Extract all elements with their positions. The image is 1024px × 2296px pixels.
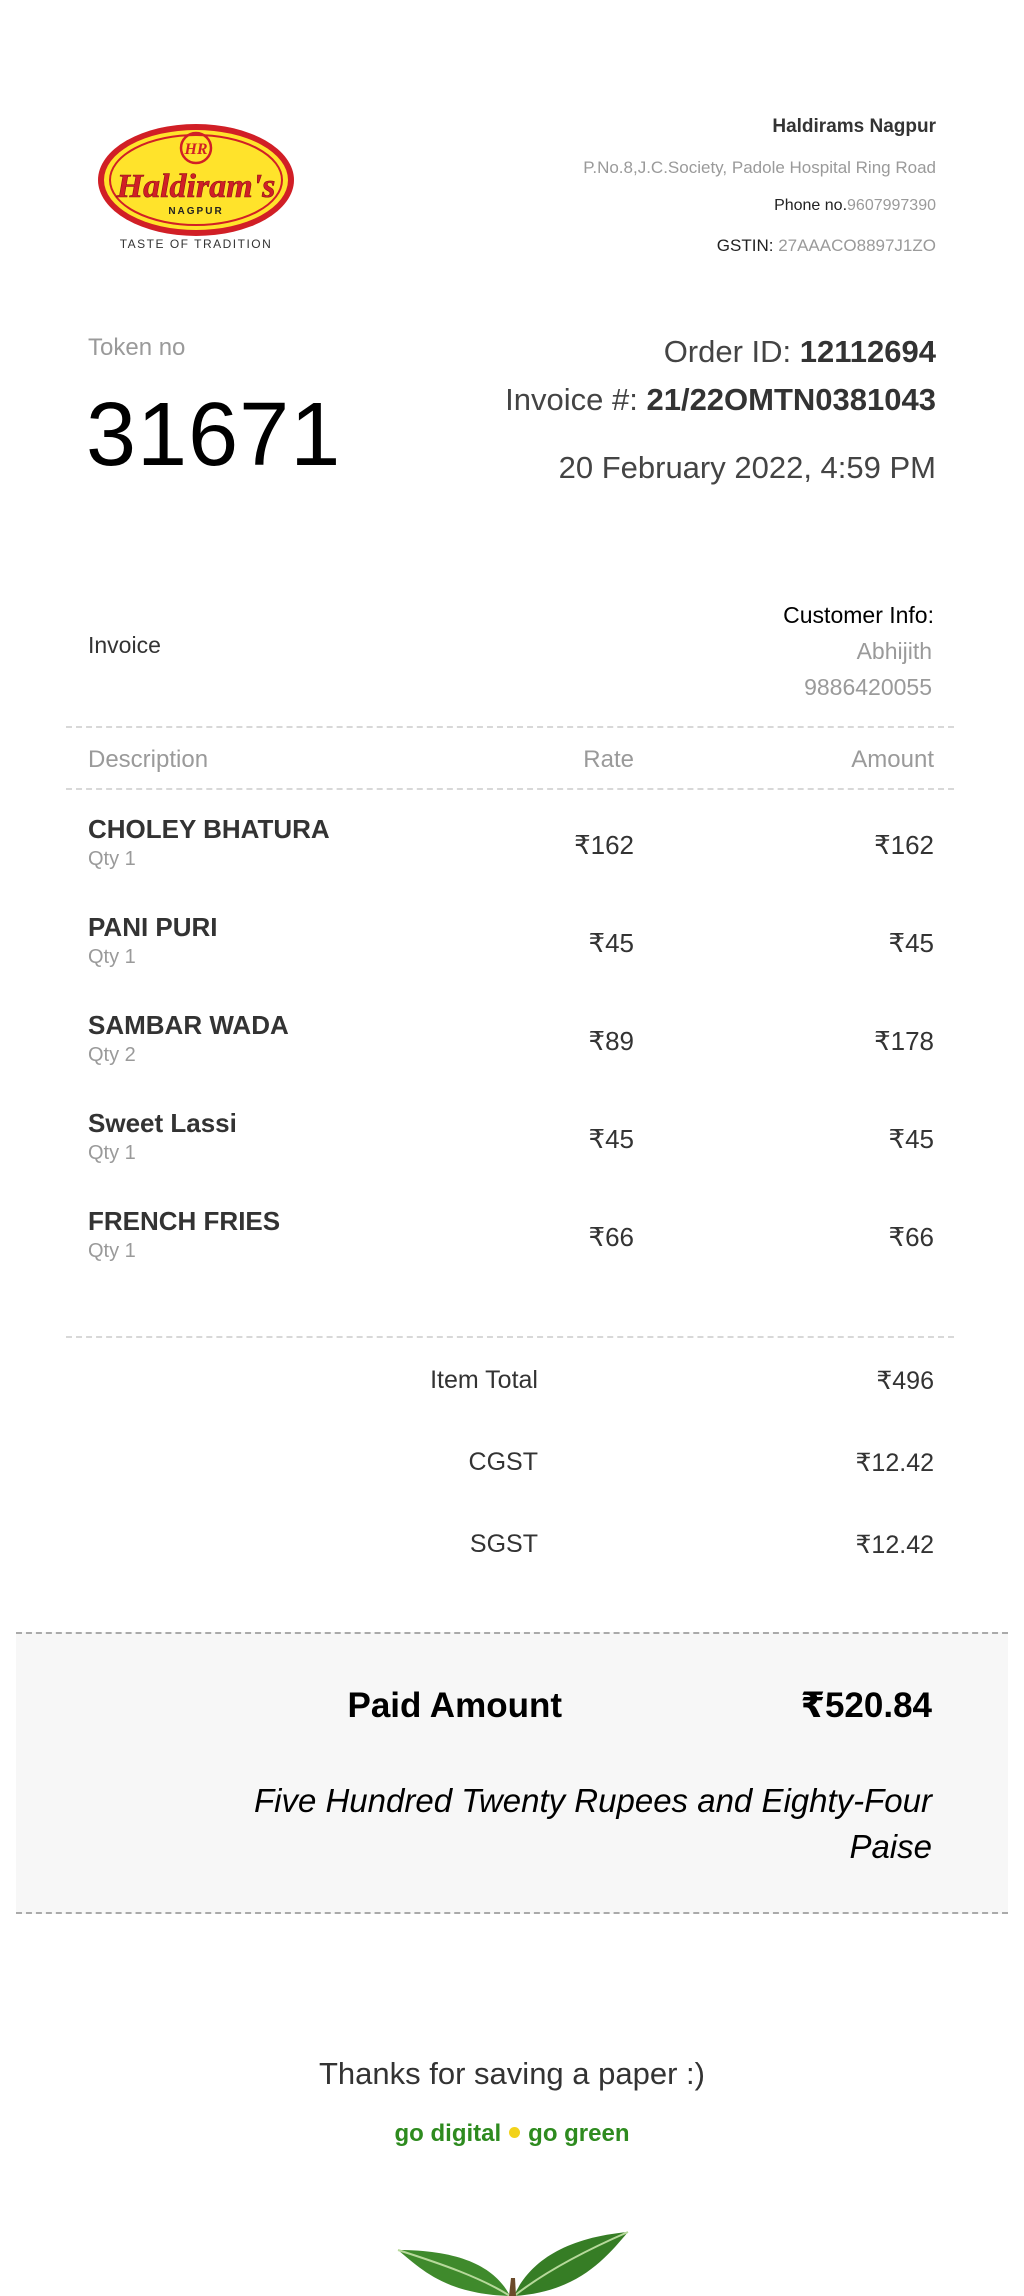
header-amount: Amount [851,746,934,773]
item-amount: ₹66 [888,1222,934,1252]
item-qty: Qty 1 [88,848,136,870]
logo-tagline: TASTE OF TRADITION [119,237,273,251]
thanks-message: Thanks for saving a paper :) [319,2056,705,2091]
go-green-tagline [0,2120,1024,2148]
go-green-text: go green [528,2120,630,2147]
cgst-value: ₹12.42 [855,1449,934,1477]
item-amount: ₹45 [888,1124,934,1154]
order-id-label: Order ID: [663,334,800,369]
token-label: Token no [88,334,186,361]
store-name: Haldirams Nagpur [772,116,936,137]
cgst-label: CGST [468,1448,538,1476]
item-name: PANI PURI [88,912,218,942]
line-item [0,1206,1024,1304]
logo-wordmark: Haldiram's [116,168,276,205]
item-total-value: ₹496 [876,1367,934,1395]
store-gstin [717,236,936,256]
order-id-value: 12112694 [799,334,936,369]
paid-amount-label: Paid Amount [347,1686,562,1725]
invoice-number [505,382,936,418]
item-rate: ₹66 [588,1222,634,1252]
gstin-value: 27AAACO8897J1ZO [778,236,936,255]
item-qty: Qty 1 [88,946,136,968]
item-amount: ₹45 [888,928,934,958]
order-id [664,334,936,370]
customer-phone: 9886420055 [804,674,932,700]
line-item [0,1108,1024,1206]
line-item [0,912,1024,1010]
item-amount: ₹178 [874,1026,934,1056]
sgst-value: ₹12.42 [855,1531,934,1559]
header-rate: Rate [583,746,634,773]
item-total-label: Item Total [430,1366,538,1394]
paid-amount-words: Five Hundred Twenty Rupees and Eighty-Four Paise [253,1782,932,1865]
line-item [0,1010,1024,1108]
item-rate: ₹45 [588,1124,634,1154]
logo-city: NAGPUR [168,206,224,217]
item-rate: ₹45 [588,928,634,958]
store-address: P.No.8,J.C.Society, Padole Hospital Ring Road [583,158,936,177]
item-rate: ₹89 [588,1026,634,1056]
invoice-number-value: 21/22OMTN0381043 [646,382,936,417]
phone-label: Phone no. [774,197,848,214]
leaves-icon [392,2208,632,2296]
header-description: Description [88,746,209,773]
customer-info-title: Customer Info: [783,602,934,628]
logo-monogram: HR [184,141,208,158]
item-name: FRENCH FRIES [88,1206,281,1236]
dot-icon [509,2127,520,2138]
invoice-label: Invoice [88,632,161,658]
item-amount: ₹162 [874,830,934,860]
go-digital-text: go digital [394,2120,502,2147]
invoice-number-label: Invoice #: [505,382,647,417]
phone-value: 9607997390 [847,197,936,214]
item-qty: Qty 2 [88,1044,136,1066]
divider [66,1336,954,1338]
divider [66,726,954,728]
item-name: Sweet Lassi [88,1108,237,1138]
store-phone [774,197,936,215]
order-datetime: 20 February 2022, 4:59 PM [558,450,936,485]
paid-amount-value: ₹520.84 [800,1686,932,1725]
item-qty: Qty 1 [88,1142,136,1164]
divider [66,788,954,790]
sgst-label: SGST [469,1530,538,1558]
item-name: CHOLEY BHATURA [88,814,330,844]
customer-name: Abhijith [856,638,932,664]
gstin-label: GSTIN: [716,236,779,255]
item-name: SAMBAR WADA [88,1010,289,1040]
haldirams-logo [96,122,296,252]
item-rate: ₹162 [574,830,634,860]
paid-amount-box [16,1632,1008,1914]
line-item [0,814,1024,912]
item-qty: Qty 1 [88,1240,136,1262]
token-number: 31671 [86,385,342,485]
